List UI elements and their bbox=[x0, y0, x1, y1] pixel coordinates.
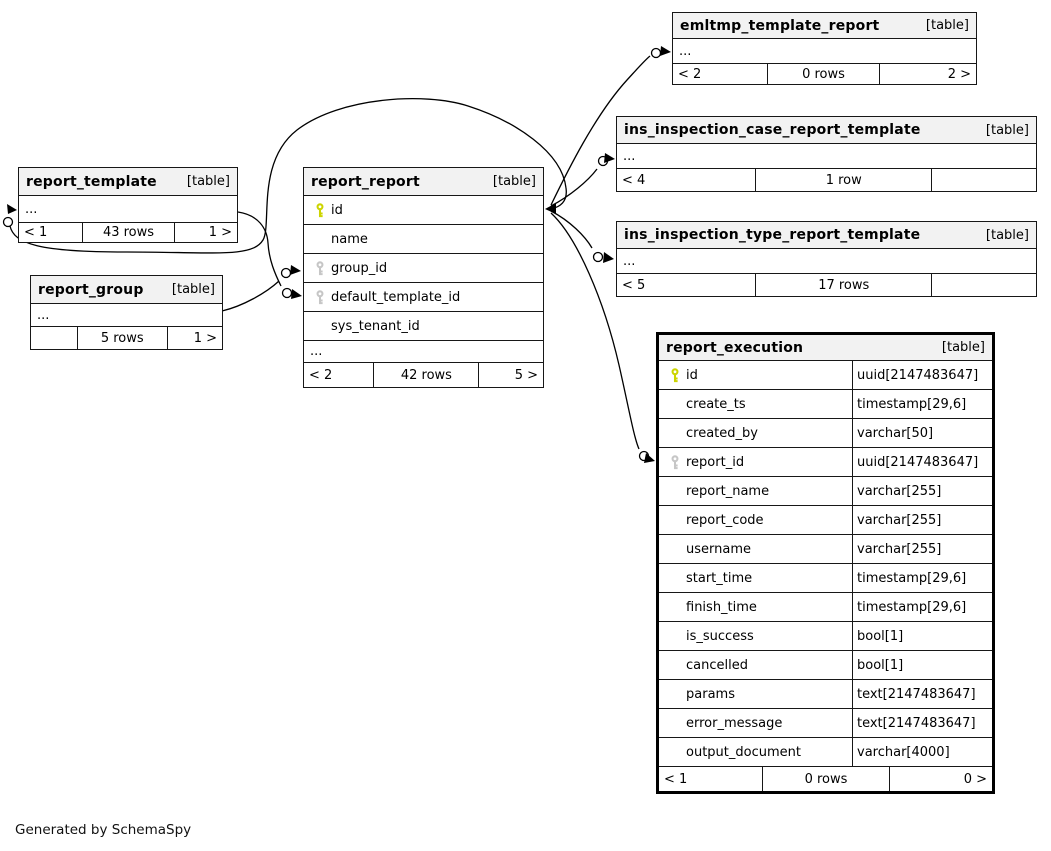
connector-dot-icon bbox=[4, 218, 13, 227]
column-type: varchar[4000] bbox=[852, 738, 992, 766]
table-footer bbox=[31, 327, 222, 349]
column-row bbox=[659, 390, 992, 419]
footer-parents-count bbox=[931, 274, 1036, 296]
table-report-group bbox=[30, 275, 223, 350]
column-row bbox=[659, 448, 992, 477]
column-row bbox=[304, 312, 543, 341]
footer-row-count: 17 rows bbox=[755, 274, 931, 296]
column-row bbox=[659, 709, 992, 738]
arrowhead-icon bbox=[545, 203, 556, 214]
table-header bbox=[617, 222, 1036, 249]
table-ins-inspection-case-report-template bbox=[616, 116, 1037, 192]
column-row bbox=[304, 196, 543, 225]
footer-parents-count: 1 > bbox=[174, 223, 237, 242]
table-footer bbox=[304, 363, 543, 387]
table-name-link[interactable]: report_execution bbox=[666, 339, 804, 356]
connector-dot-icon bbox=[594, 253, 603, 262]
column-type: bool[1] bbox=[852, 651, 992, 679]
hidden-columns-ellipsis: ... bbox=[617, 249, 1036, 274]
column-row bbox=[304, 225, 543, 254]
column-row bbox=[304, 254, 543, 283]
table-footer bbox=[19, 223, 237, 242]
hidden-columns-ellipsis: ... bbox=[31, 304, 222, 327]
arrowhead-icon bbox=[290, 265, 301, 275]
column-type: varchar[255] bbox=[852, 535, 992, 563]
column-row bbox=[659, 651, 992, 680]
hidden-columns-ellipsis: ... bbox=[19, 196, 237, 223]
fk-line-report-report-group bbox=[222, 281, 279, 311]
column-row bbox=[659, 535, 992, 564]
footer-parents-count: 0 > bbox=[889, 767, 992, 791]
key-icon bbox=[311, 290, 329, 305]
generated-by-note: Generated by SchemaSpy bbox=[15, 822, 192, 838]
footer-row-count: 1 row bbox=[755, 169, 931, 191]
footer-parents-count: 1 > bbox=[167, 327, 222, 349]
table-name-link[interactable]: report_template bbox=[26, 173, 157, 190]
column-name: cancelled bbox=[686, 657, 748, 673]
column-type: varchar[50] bbox=[852, 419, 992, 447]
table-footer bbox=[659, 767, 992, 791]
table-name-link[interactable]: emltmp_template_report bbox=[680, 17, 880, 34]
column-row bbox=[659, 477, 992, 506]
table-name-link[interactable]: report_report bbox=[311, 173, 420, 190]
hidden-columns-ellipsis: ... bbox=[617, 144, 1036, 169]
table-header bbox=[304, 168, 543, 196]
column-row bbox=[659, 738, 992, 767]
column-type: timestamp[29,6] bbox=[852, 593, 992, 621]
arrowhead-icon bbox=[291, 289, 302, 299]
column-name: name bbox=[331, 231, 368, 247]
arrowhead-icon bbox=[7, 204, 17, 214]
column-type: uuid[2147483647] bbox=[852, 361, 992, 389]
column-list bbox=[304, 196, 543, 341]
connector-dot-icon bbox=[640, 452, 649, 461]
column-row bbox=[659, 622, 992, 651]
column-name: default_template_id bbox=[331, 289, 461, 305]
column-type: timestamp[29,6] bbox=[852, 390, 992, 418]
table-header bbox=[659, 335, 992, 361]
column-row bbox=[304, 283, 543, 312]
table-report-execution bbox=[656, 332, 995, 794]
column-name: sys_tenant_id bbox=[331, 318, 420, 334]
footer-children-count: < 1 bbox=[664, 771, 688, 787]
table-type-tag: [table] bbox=[171, 282, 215, 297]
column-name: username bbox=[686, 541, 751, 557]
table-name-link[interactable]: report_group bbox=[38, 281, 144, 298]
table-header bbox=[19, 168, 237, 196]
column-name: is_success bbox=[686, 628, 754, 644]
footer-row-count: 5 rows bbox=[77, 327, 167, 349]
column-name: report_id bbox=[686, 454, 745, 470]
table-report-template bbox=[18, 167, 238, 243]
key-icon bbox=[666, 455, 684, 470]
column-row bbox=[659, 680, 992, 709]
column-name: group_id bbox=[331, 260, 388, 276]
table-type-tag: [table] bbox=[186, 174, 230, 189]
table-header bbox=[673, 13, 976, 39]
column-type: bool[1] bbox=[852, 622, 992, 650]
connector-dot-icon bbox=[652, 49, 661, 58]
arrowhead-icon bbox=[603, 252, 614, 263]
table-type-tag: [table] bbox=[492, 174, 536, 189]
column-list bbox=[659, 361, 992, 767]
table-footer bbox=[617, 274, 1036, 296]
footer-children-count: < 4 bbox=[622, 172, 646, 188]
footer-children-count bbox=[31, 327, 77, 349]
column-name: error_message bbox=[686, 715, 783, 731]
table-ins-inspection-type-report-template bbox=[616, 221, 1037, 297]
column-name: output_document bbox=[686, 744, 801, 760]
table-type-tag: [table] bbox=[985, 122, 1029, 138]
column-name: start_time bbox=[686, 570, 753, 586]
footer-row-count: 0 rows bbox=[762, 767, 889, 791]
column-type: varchar[255] bbox=[852, 506, 992, 534]
footer-children-count: < 5 bbox=[622, 277, 646, 293]
footer-children-count: < 2 bbox=[309, 367, 333, 383]
column-name: id bbox=[331, 202, 343, 218]
table-name-link[interactable]: ins_inspection_type_report_template bbox=[624, 227, 921, 243]
column-row bbox=[659, 361, 992, 390]
connector-dot-icon bbox=[283, 289, 292, 298]
footer-children-count: < 1 bbox=[24, 225, 48, 240]
column-name: report_name bbox=[686, 483, 770, 499]
column-row bbox=[659, 419, 992, 448]
column-name: created_by bbox=[686, 425, 758, 441]
table-header bbox=[31, 276, 222, 304]
arrowhead-icon bbox=[644, 453, 655, 463]
column-type: varchar[255] bbox=[852, 477, 992, 505]
key-icon bbox=[666, 368, 684, 383]
column-name: params bbox=[686, 686, 735, 702]
key-icon bbox=[311, 203, 329, 218]
column-row bbox=[659, 506, 992, 535]
fk-line-report-report-default-template bbox=[238, 212, 281, 286]
table-type-tag: [table] bbox=[925, 18, 969, 33]
column-name: finish_time bbox=[686, 599, 757, 615]
footer-parents-count: 5 > bbox=[478, 363, 543, 387]
hidden-columns-ellipsis: ... bbox=[673, 39, 976, 64]
table-type-tag: [table] bbox=[985, 227, 1029, 243]
table-footer bbox=[617, 169, 1036, 191]
table-report-report bbox=[303, 167, 544, 388]
fk-line-ins-type-report-template bbox=[551, 211, 592, 248]
footer-row-count: 42 rows bbox=[373, 363, 478, 387]
hidden-columns-ellipsis: ... bbox=[304, 341, 543, 363]
column-type: uuid[2147483647] bbox=[852, 448, 992, 476]
footer-row-count: 0 rows bbox=[767, 64, 879, 84]
connector-dot-icon bbox=[282, 269, 291, 278]
column-name: create_ts bbox=[686, 396, 746, 412]
footer-parents-count: 2 > bbox=[879, 64, 976, 84]
column-name: id bbox=[686, 367, 698, 383]
table-emltmp-template-report bbox=[672, 12, 977, 85]
column-type: timestamp[29,6] bbox=[852, 564, 992, 592]
table-type-tag: [table] bbox=[941, 340, 985, 355]
column-row bbox=[659, 564, 992, 593]
column-type: text[2147483647] bbox=[852, 709, 992, 737]
arrowhead-icon bbox=[660, 46, 671, 56]
key-icon bbox=[311, 261, 329, 276]
footer-children-count: < 2 bbox=[678, 66, 702, 82]
table-footer bbox=[673, 64, 976, 84]
table-name-link[interactable]: ins_inspection_case_report_template bbox=[624, 122, 921, 138]
connector-dot-icon bbox=[599, 157, 608, 166]
column-row bbox=[659, 593, 992, 622]
column-name: report_code bbox=[686, 512, 764, 528]
arrowhead-icon bbox=[604, 153, 615, 163]
column-type: text[2147483647] bbox=[852, 680, 992, 708]
table-header bbox=[617, 117, 1036, 144]
footer-parents-count bbox=[931, 169, 1036, 191]
fk-line-ins-case-report-template bbox=[551, 169, 597, 206]
footer-row-count: 43 rows bbox=[82, 223, 174, 242]
